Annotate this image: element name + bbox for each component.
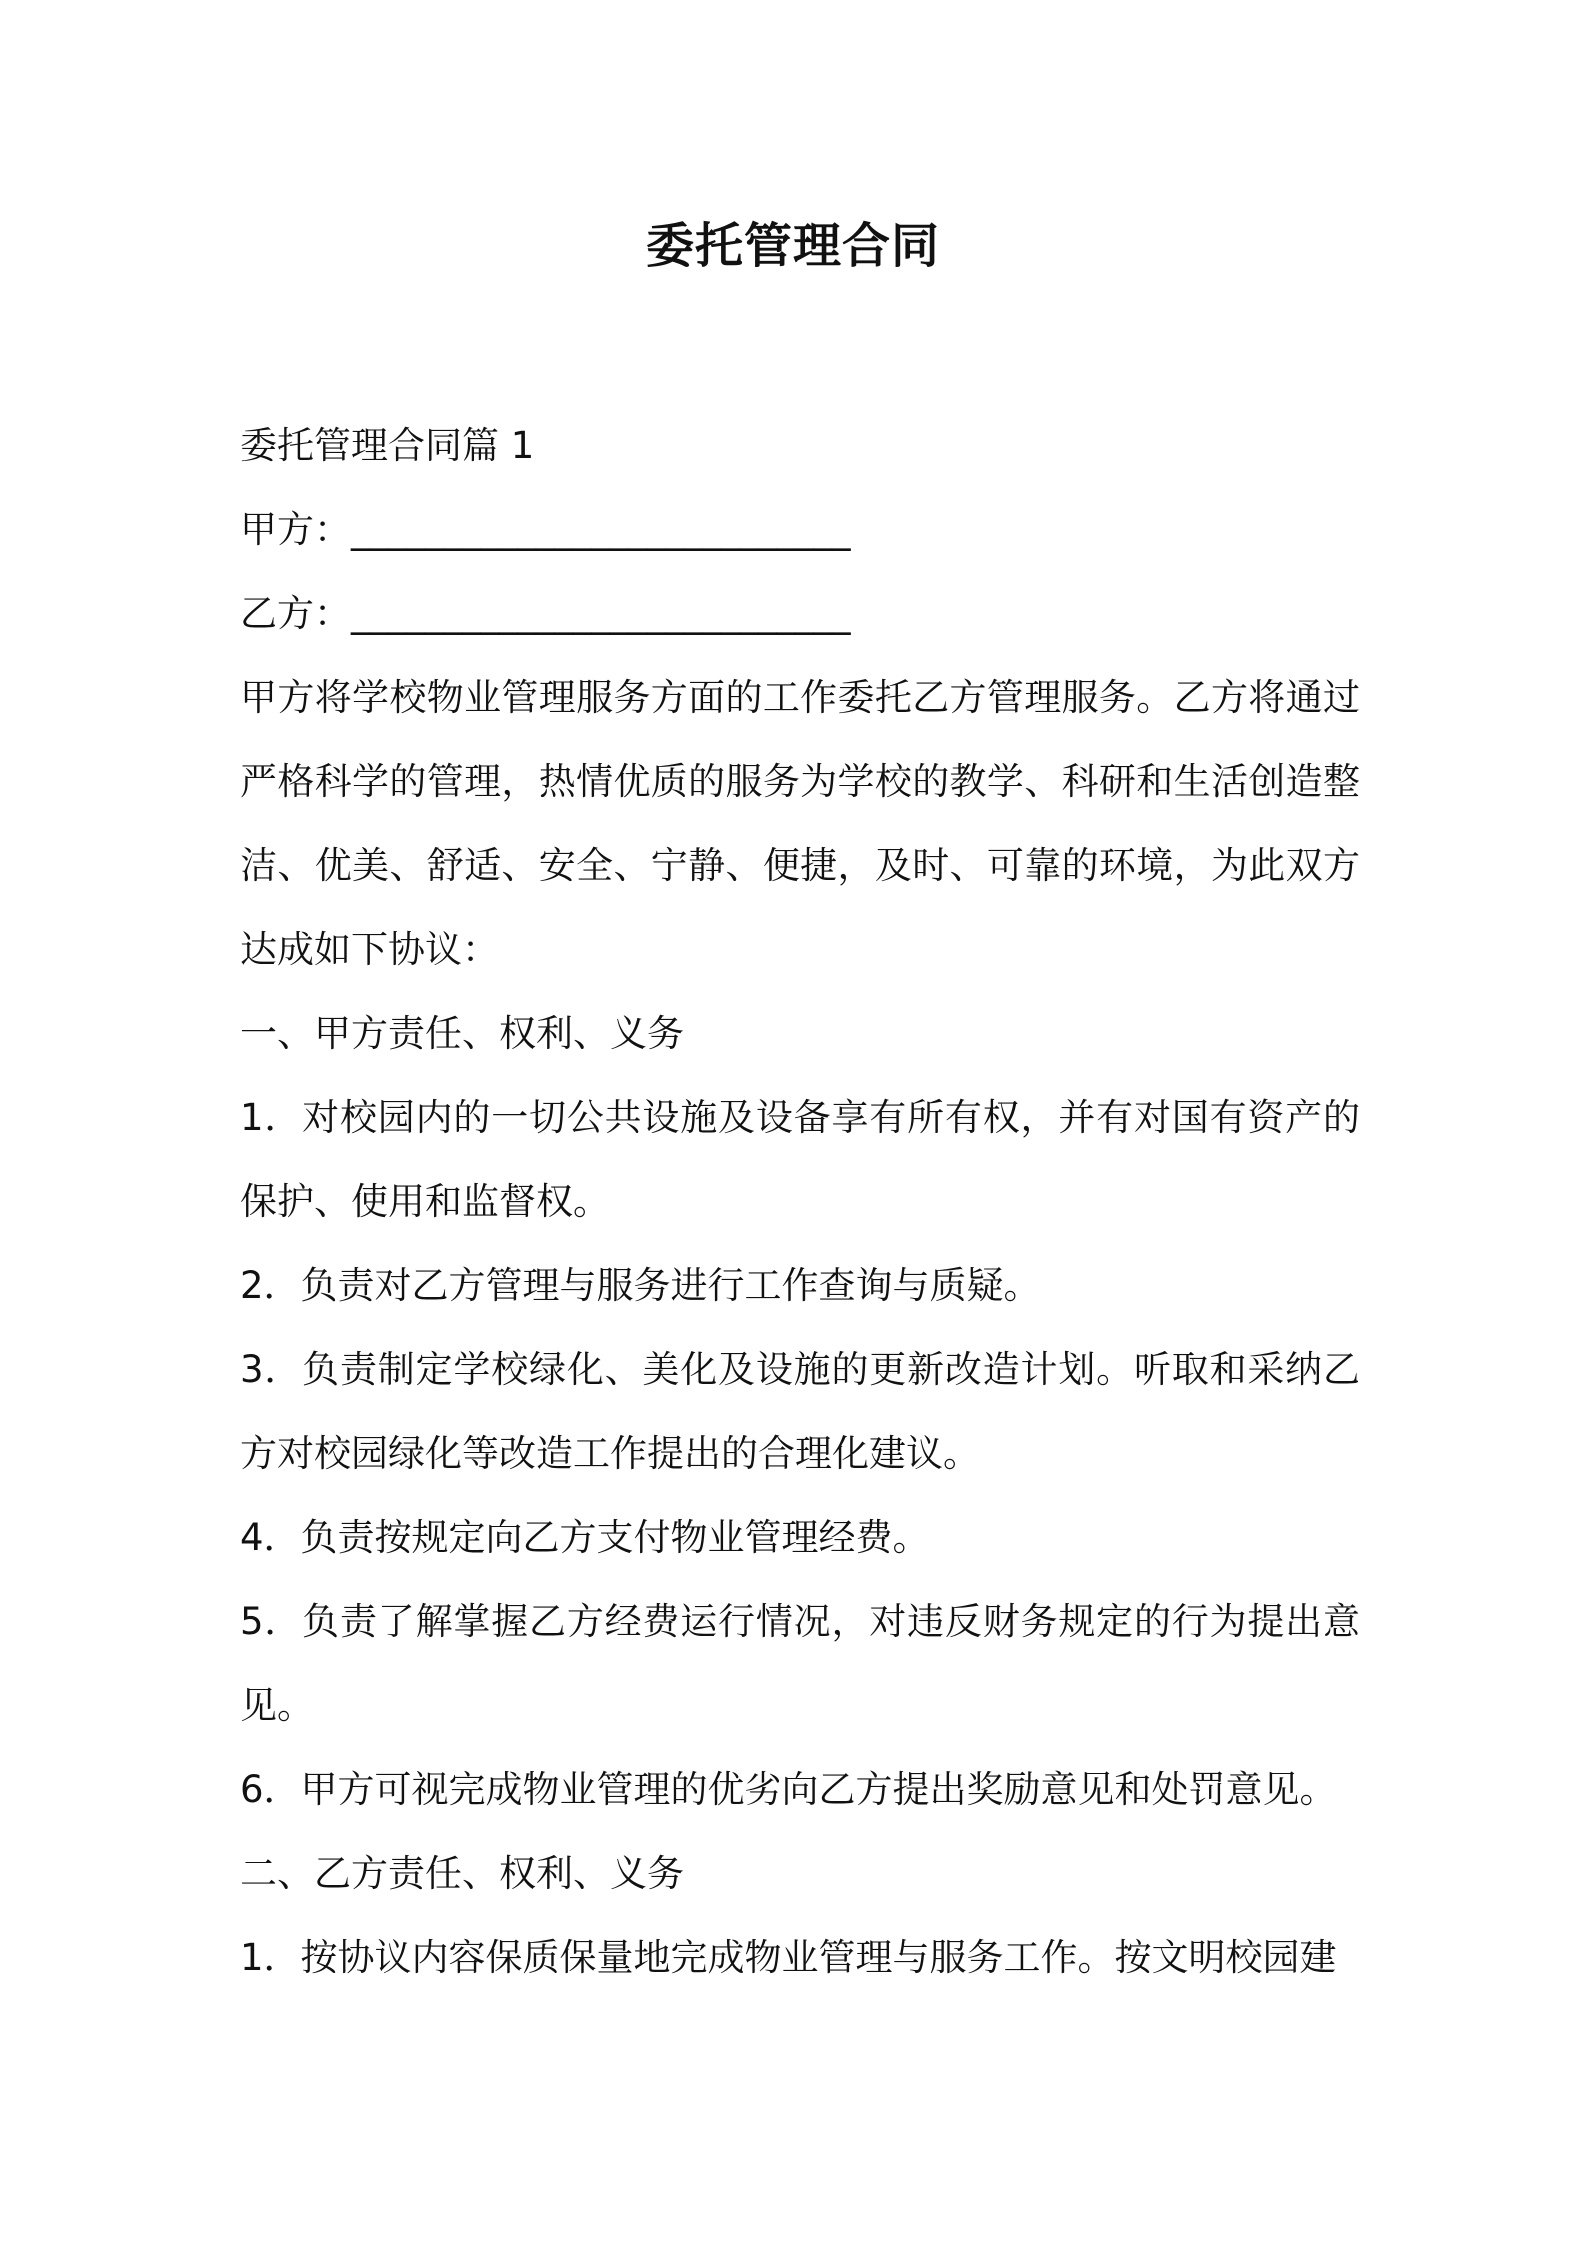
section-heading-2: 二、乙方责任、权利、义务 [240,1852,684,1895]
section1-item-6: 6．甲方可视完成物业管理的优劣向乙方提出奖励意见和处罚意见。 [240,1768,1337,1811]
section1-item-2: 2．负责对乙方管理与服务进行工作查询与质疑。 [240,1264,1041,1307]
section1-item-3: 3．负责制定学校绿化、美化及设施的更新改造计划。听取和采纳乙方对校园绿化等改造工作提出的合理化建议。 [240,1348,1360,1475]
document-title: 委托管理合同 [645,218,940,274]
document-body [240,404,1360,2000]
section1-item-1: 1．对校园内的一切公共设施及设备享有所有权，并有对国有资产的保护、使用和监督权。 [240,1096,1360,1223]
section1-item-4: 4．负责按规定向乙方支付物业管理经费。 [240,1516,930,1559]
section-heading-1: 一、甲方责任、权利、义务 [240,1012,684,1055]
party-a-line: 甲方：___________________________ [240,508,851,551]
section1-item-5: 5．负责了解掌握乙方经费运行情况，对违反财务规定的行为提出意见。 [240,1600,1360,1727]
section2-item-1: 1．按协议内容保质保量地完成物业管理与服务工作。按文明校园建 [240,1936,1337,1979]
party-b-line: 乙方：___________________________ [240,592,851,635]
subtitle: 委托管理合同篇 1 [240,424,535,467]
intro-paragraph: 甲方将学校物业管理服务方面的工作委托乙方管理服务。乙方将通过严格科学的管理，热情优质的服务为学校的教学、科研和生活创造整洁、优美、舒适、安全、宁静、便捷，及时、可靠的环境，为此双方达成如下协议： [240,676,1360,971]
